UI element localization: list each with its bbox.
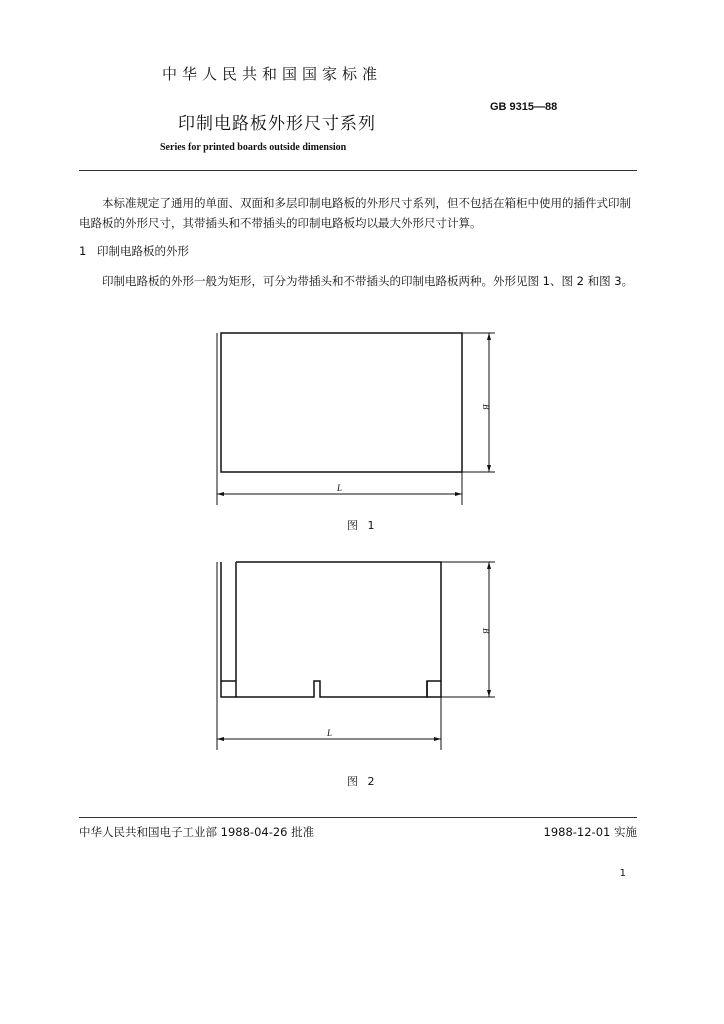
- dimension-label-width: B: [481, 404, 491, 410]
- connector-tab: [427, 681, 441, 697]
- footer-rule: [79, 817, 637, 818]
- page-number: 1: [619, 868, 626, 879]
- approval-line: 中华人民共和国电子工业部 1988-04-26 批准: [79, 825, 315, 839]
- document-title-english: Series for printed boards outside dimension: [160, 142, 347, 153]
- section-title: 印制电路板的外形: [97, 244, 189, 258]
- dimension-label-width: B: [481, 628, 491, 634]
- figure-2-caption: 图 2: [347, 775, 378, 788]
- board-outline-with-connector: [221, 562, 441, 697]
- effective-date: 1988-12-01 实施: [543, 825, 637, 839]
- section-number: 1: [79, 244, 87, 258]
- section-1-paragraph: 印制电路板的外形一般为矩形，可分为带插头和不带插头的印制电路板两种。外形见图 1、图 2 和图 3。: [102, 274, 634, 288]
- standard-name: 中华人民共和国国家标准: [162, 65, 383, 83]
- connector-tab: [221, 681, 236, 697]
- document-title-chinese: 印制电路板外形尺寸系列: [178, 114, 376, 134]
- dimension-label-length: L: [327, 728, 333, 738]
- arrowhead: [217, 562, 491, 741]
- standard-code: GB 9315—88: [490, 101, 558, 113]
- figure-1-caption: 图 1: [347, 519, 378, 532]
- dimension-label-length: L: [337, 483, 343, 493]
- intro-paragraph: 本标准规定了通用的单面、双面和多层印制电路板的外形尺寸系列，但不包括在箱柜中使用的插件式印制电路板的外形尺寸，其带插头和不带插头的印制电路板均以最大外形尺寸计算。: [79, 196, 631, 230]
